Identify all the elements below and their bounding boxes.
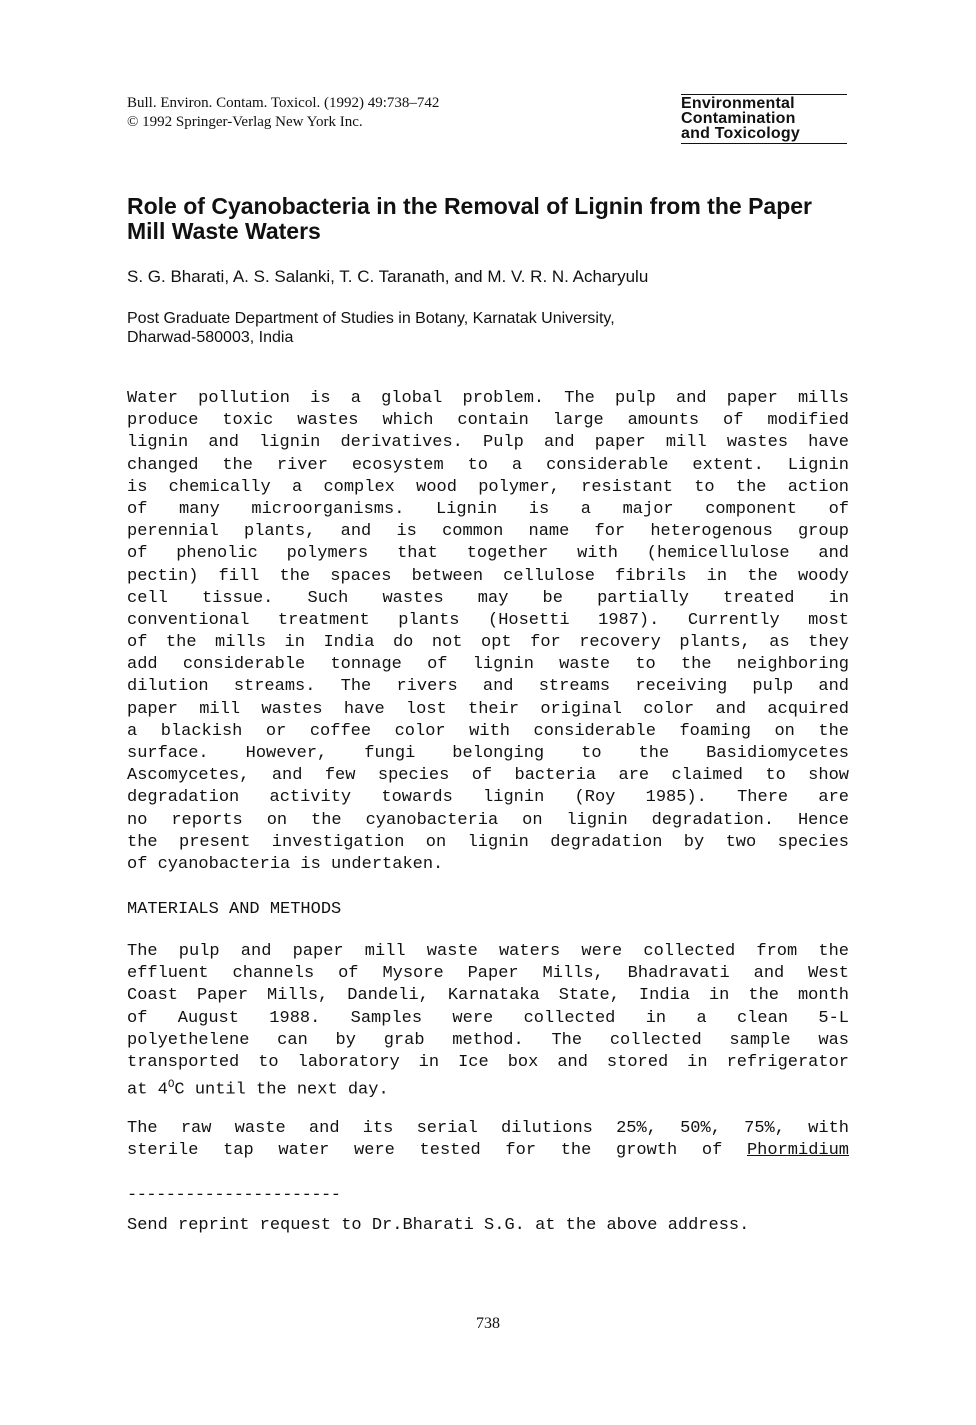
text-line: The raw waste and its serial dilutions 25%, 50%, 75%, with (127, 1119, 849, 1138)
text-fragment: at 4 (127, 1080, 168, 1100)
text-line: degradation activity towards lignin (Roy 1985). There are (127, 788, 849, 808)
section-heading: MATERIALS AND METHODS (127, 900, 342, 919)
text-line: The pulp and paper mill waste waters were collected from the (127, 942, 849, 961)
text-line: the present investigation on lignin degradation by two species (127, 832, 849, 852)
text-line: dilution streams. The rivers and streams receiving pulp and (127, 677, 849, 697)
text-line: paper mill wastes have lost their original color and acquired (127, 699, 849, 719)
affiliation-line-2: Dharwad-580003, India (127, 329, 294, 346)
journal-logo-line-1: Environmental (681, 95, 795, 112)
text-line: Water pollution is a global problem. The pulp and paper mills (127, 389, 849, 408)
text-line: transported to laboratory in Ice box and stored in refrigerator (127, 1052, 849, 1072)
journal-logo-line-2: Contamination (681, 110, 796, 127)
text-line: of the mills in India do not opt for recovery plants, as they (127, 633, 849, 653)
text-line (127, 1074, 849, 1100)
reprint-footnote: Send reprint request to Dr.Bharati S.G. at the above address. (127, 1216, 750, 1235)
text-line: Coast Paper Mills, Dandeli, Karnataka State, India in the month (127, 986, 849, 1006)
footnote-separator: ---------------------- (127, 1186, 341, 1205)
text-line (127, 1140, 849, 1162)
text-line: a blackish or coffee color with considerable foaming on the (127, 721, 849, 741)
text-line: of many microorganisms. Lignin is a major component of (127, 499, 849, 519)
text-line: is chemically a complex wood polymer, resistant to the action (127, 477, 849, 497)
text-line: add considerable tonnage of lignin waste to the neighboring (127, 655, 849, 675)
text-line: changed the river ecosystem to a considerable extent. Lignin (127, 455, 849, 475)
text-line: perennial plants, and is common name for heterogenous group (127, 522, 849, 542)
affiliation (127, 309, 615, 347)
text-line: of August 1988. Samples were collected in a clean 5-L (127, 1008, 849, 1028)
species-name: Phormidium (746, 1141, 850, 1161)
text-line: of phenolic polymers that together with (hemicellulose and (127, 544, 849, 564)
citation-line-1: Bull. Environ. Contam. Toxicol. (1992) 49:738–742 (127, 95, 440, 111)
methods-paragraph-1 (127, 941, 849, 1100)
text-line: surface. However, fungi belonging to the Basidiomycetes (127, 744, 849, 763)
text-line: of cyanobacteria is undertaken. (127, 854, 444, 874)
text-line: no reports on the cyanobacteria on lignin degradation. Hence (127, 810, 849, 830)
text-line: Ascomycetes, and few species of bacteria are claimed to show (127, 766, 849, 786)
methods-paragraph-2 (127, 1118, 849, 1162)
text-line: effluent channels of Mysore Paper Mills, Bhadravati and West (127, 964, 849, 984)
text-line: produce toxic wastes which contain large amounts of modified (127, 411, 849, 431)
affiliation-line-1: Post Graduate Department of Studies in Botany, Karnatak University, (127, 310, 615, 327)
citation-line-2: © 1992 Springer-Verlag New York Inc. (127, 114, 363, 130)
degree-superscript: O (167, 1079, 175, 1092)
journal-logo (681, 94, 847, 144)
authors: S. G. Bharati, A. S. Salanki, T. C. Taranath, and M. V. R. N. Acharyulu (127, 267, 649, 286)
page-number: 738 (476, 1315, 500, 1332)
intro-paragraph (127, 388, 849, 876)
citation (127, 94, 439, 132)
text-line: conventional treatment plants (Hosetti 1987). Currently most (127, 610, 849, 630)
text-line: cell tissue. Such wastes may be partially treated in (127, 588, 849, 608)
article-title: Role of Cyanobacteria in the Removal of Lignin from the Paper Mill Waste Waters (127, 193, 812, 244)
text-fragment: C until the next day. (174, 1080, 389, 1100)
text-line: lignin and lignin derivatives. Pulp and paper mill wastes have (127, 433, 849, 453)
text-line: polyethelene can by grab method. The collected sample was (127, 1030, 849, 1050)
text-line: pectin) fill the spaces between cellulose fibrils in the woody (127, 566, 849, 586)
text-fragment: sterile tap water were tested for the growth of (127, 1141, 723, 1161)
journal-logo-line-3: and Toxicology (681, 125, 800, 142)
